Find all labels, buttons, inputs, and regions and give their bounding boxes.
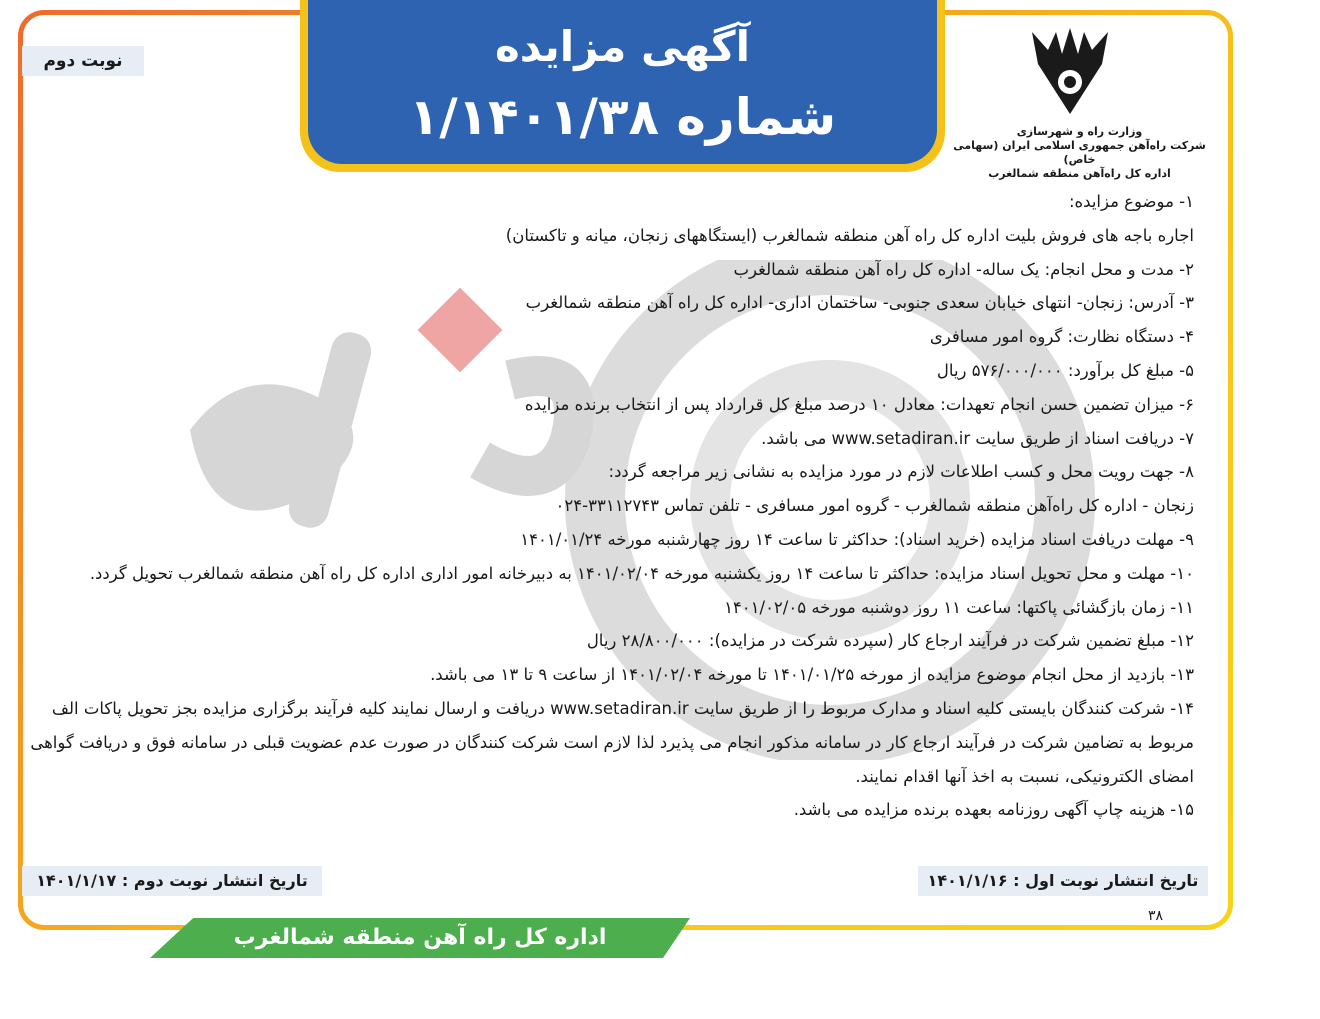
item-3: ۳- آدرس: زنجان- انتهای خیابان سعدی جنوبی- ساختمان اداری- اداره کل راه آهن منطقه شمالغرب — [525, 293, 1194, 313]
second-publication-date: تاریخ انتشار نوبت دوم : ۱۴۰۱/۱/۱۷ — [22, 866, 322, 896]
item-2: ۲- مدت و محل انجام: یک ساله- اداره کل راه آهن منطقه شمالغرب — [733, 259, 1194, 279]
org-office: اداره کل راه‌آهن منطقه شمالغرب — [988, 167, 1171, 180]
organization-block — [952, 125, 1207, 181]
ad-number: شماره ۱/۱۴۰۱/۳۸ — [408, 88, 837, 146]
item-6: ۶- میزان تضمین حسن انجام تعهدات: معادل ۱۰ درصد مبلغ کل قرارداد پس از انتخاب برنده مزایده — [524, 394, 1194, 414]
ad-body — [26, 185, 1194, 827]
org-ministry: وزارت راه و شهرسازی — [1016, 125, 1143, 138]
header-panel — [308, 0, 937, 164]
item-8-detail: زنجان - اداره کل راه‌آهن منطقه شمالغرب - گروه امور مسافری - تلفن تماس ۳۳۱۱۲۷۴۳-۰۲۴ — [555, 496, 1194, 516]
item-15: ۱۵- هزینه چاپ آگهی روزنامه بعهده برنده مزایده می باشد. — [793, 800, 1194, 820]
item-7: ۷- دریافت اسناد از طریق سایت www.setadiran.ir می باشد. — [761, 428, 1194, 448]
first-publication-date: تاریخ انتشار نوبت اول : ۱۴۰۱/۱/۱۶ — [918, 866, 1208, 896]
item-14: ۱۴- شرکت کنندگان بایستی کلیه اسناد و مدارک مربوط را از طریق سایت www.setadiran.ir دریافت و ارسال نمایند کلیه فرآیند برگزاری مزایده بجز تحویل پاکات الف مربوط به تضامین شرکت در فرآیند ارجاع کار در سامانه مذکور انجام می پذیرد لذا لازم است شرکت کنندگان در صورت عدم عضویت قبلی در سامانه فوق و دریافت گواهی امضای الکترونیکی، نسبت به اخذ آنها اقدام نمایند. — [30, 698, 1194, 786]
round-label: نوبت دوم — [22, 46, 144, 76]
header-banner — [300, 0, 945, 172]
item-5: ۵- مبلغ کل برآورد: ۵۷۶/۰۰۰/۰۰۰ ریال — [936, 360, 1194, 380]
page-number: ۳۸ — [1148, 908, 1164, 924]
item-1-detail: اجاره باجه های فروش بلیت اداره کل راه آهن منطقه شمالغرب (ایستگاههای زنجان، میانه و تاکستان) — [505, 225, 1194, 245]
item-10: ۱۰- مهلت و محل تحویل اسناد مزایده: حداکثر تا ساعت ۱۴ روز یکشنبه مورخه ۱۴۰۱/۰۲/۰۴ به دبیرخانه امور اداری اداره کل راه آهن منطقه شمالغرب تحویل گردد. — [89, 563, 1194, 583]
item-13: ۱۳- بازدید از محل انجام موضوع مزایده از مورخه ۱۴۰۱/۰۱/۲۵ تا مورخه ۱۴۰۱/۰۲/۰۴ از ساعت ۹ تا ۱۳ می باشد. — [430, 665, 1194, 685]
ad-title: آگهی مزایده — [494, 22, 750, 71]
item-4: ۴- دستگاه نظارت: گروه امور مسافری — [929, 327, 1194, 347]
item-9: ۹- مهلت دریافت اسناد مزایده (خرید اسناد): حداکثر تا ساعت ۱۴ روز چهارشنبه مورخه ۱۴۰۱/۰۱/۲۴ — [520, 529, 1194, 549]
item-8: ۸- جهت رویت محل و کسب اطلاعات لازم در مورد مزایده به نشانی زیر مراجعه گردد: — [608, 462, 1194, 482]
item-1: ۱- موضوع مزایده: — [1068, 192, 1194, 211]
org-company: شرکت راه‌آهن جمهوری اسلامی ایران (سهامی خاص) — [953, 139, 1206, 166]
item-12: ۱۲- مبلغ تضمین شرکت در فرآیند ارجاع کار (سپرده شرکت در مزایده): ۲۸/۸۰۰/۰۰۰ ریال — [586, 631, 1194, 651]
footer-office-name: اداره کل راه آهن منطقه شمالغرب — [233, 925, 607, 950]
item-11: ۱۱- زمان بازگشائی پاکتها: ساعت ۱۱ روز دوشنبه مورخه ۱۴۰۱/۰۲/۰۵ — [724, 597, 1194, 617]
railway-logo — [1028, 24, 1112, 120]
